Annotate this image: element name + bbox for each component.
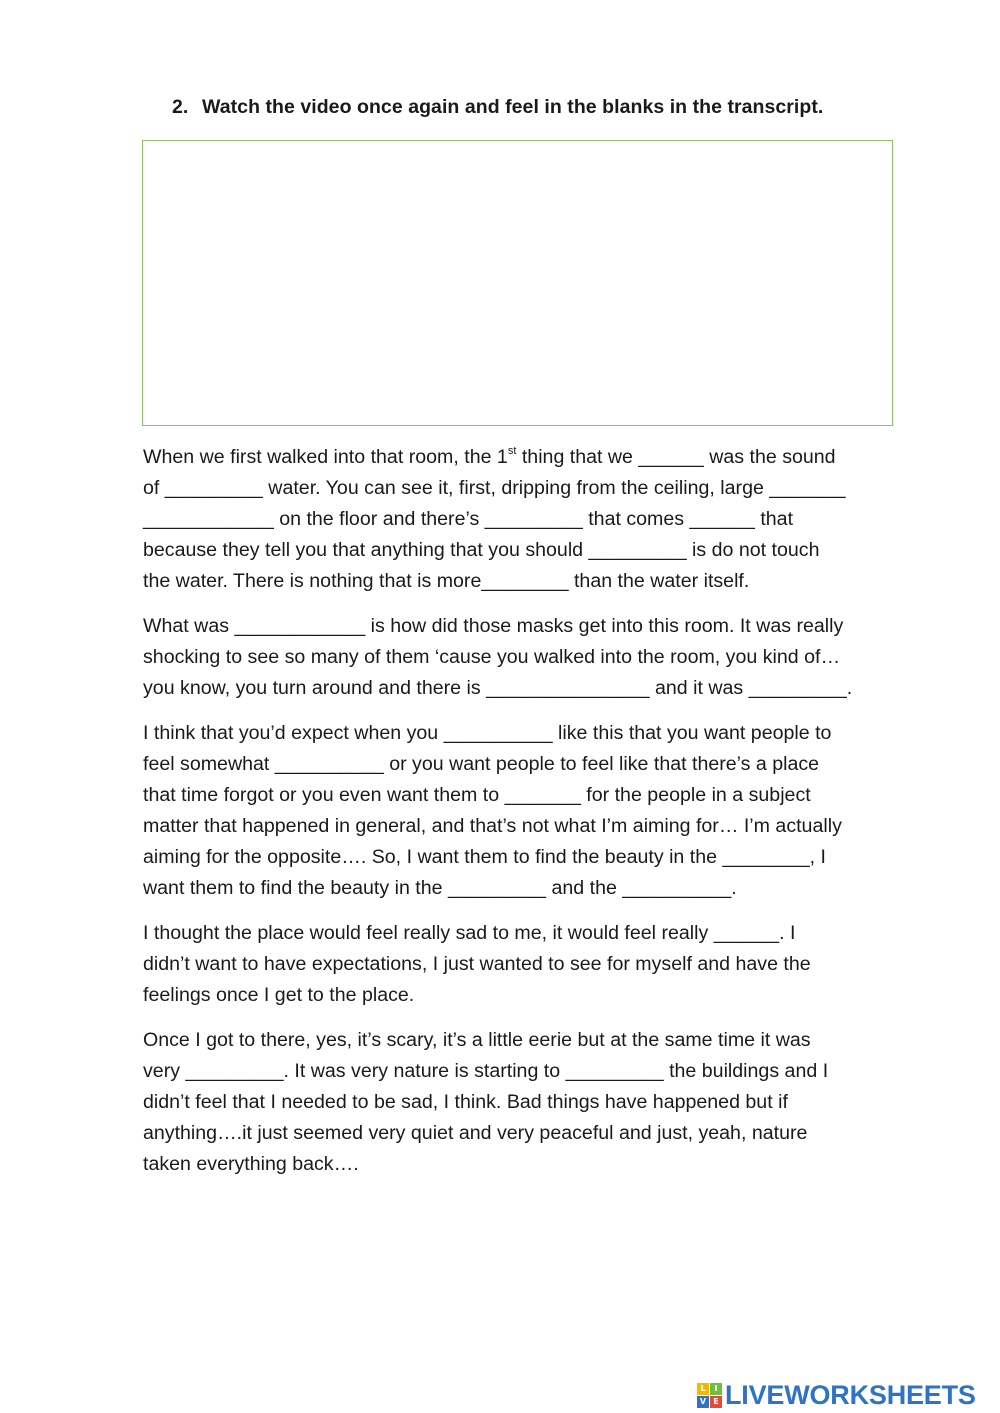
transcript-text: thing that we ______ was the sound (516, 446, 836, 468)
transcript-line: feel somewhat __________ or you want people to feel like that there’s a place (143, 753, 820, 775)
task-instruction: Watch the video once again and feel in the blanks in the transcript. (202, 96, 824, 118)
logo-tile-v: V (697, 1396, 709, 1408)
transcript-line: want them to find the beauty in the _________ and the __________. (143, 877, 737, 899)
transcript-line: because they tell you that anything that you should _________ is do not touch (143, 539, 820, 561)
transcript-paragraph-5 (143, 1025, 933, 1180)
task-number: 2. (172, 96, 189, 118)
logo-tile-i: I (710, 1383, 722, 1395)
transcript-line: I think that you’d expect when you __________ like this that you want people to (143, 722, 832, 744)
logo-tile-l: L (697, 1383, 709, 1395)
transcript-line: very _________. It was very nature is starting to _________ the buildings and I (143, 1060, 829, 1082)
transcript-line: What was ____________ is how did those masks get into this room. It was really (143, 615, 844, 637)
transcript-line: matter that happened in general, and that’s not what I’m aiming for… I’m actually (143, 815, 842, 837)
transcript-line: the water. There is nothing that is more________ than the water itself. (143, 570, 750, 592)
transcript-line: Once I got to there, yes, it’s scary, it’s a little eerie but at the same time it was (143, 1029, 811, 1051)
liveworksheets-logo (697, 1380, 976, 1410)
transcript-line: shocking to see so many of them ‘cause you walked into the room, you kind of… (143, 646, 841, 668)
transcript-line: taken everything back…. (143, 1153, 359, 1175)
transcript-line: didn’t feel that I needed to be sad, I think. Bad things have happened but if (143, 1091, 788, 1113)
transcript-paragraph-1 (143, 442, 933, 597)
transcript-text: When we first walked into that room, the 1 (143, 446, 508, 468)
transcript-line: didn’t want to have expectations, I just wanted to see for myself and have the (143, 953, 811, 975)
video-embed-frame[interactable] (142, 140, 893, 426)
ordinal-suffix: st (507, 445, 517, 457)
transcript-line: of _________ water. You can see it, first, dripping from the ceiling, large _______ (143, 477, 846, 499)
transcript-line: I thought the place would feel really sad to me, it would feel really ______. I (143, 922, 796, 944)
transcript-line: feelings once I get to the place. (143, 984, 415, 1006)
transcript (143, 442, 933, 1194)
task-heading (172, 96, 823, 119)
liveworksheets-logo-icon (697, 1383, 722, 1408)
logo-wordmark: LIVEWORKSHEETS (725, 1380, 976, 1410)
transcript-paragraph-3 (143, 718, 933, 904)
logo-tile-e: E (710, 1396, 722, 1408)
transcript-line (143, 442, 933, 473)
transcript-line: that time forgot or you even want them to _______ for the people in a subject (143, 784, 811, 806)
transcript-paragraph-2 (143, 611, 933, 704)
transcript-line: anything….it just seemed very quiet and very peaceful and just, yeah, nature (143, 1122, 808, 1144)
transcript-line: aiming for the opposite…. So, I want them to find the beauty in the ________, I (143, 846, 826, 868)
transcript-paragraph-4 (143, 918, 933, 1011)
transcript-line: ____________ on the floor and there’s _________ that comes ______ that (143, 508, 794, 530)
transcript-line: you know, you turn around and there is _______________ and it was _________. (143, 677, 853, 699)
